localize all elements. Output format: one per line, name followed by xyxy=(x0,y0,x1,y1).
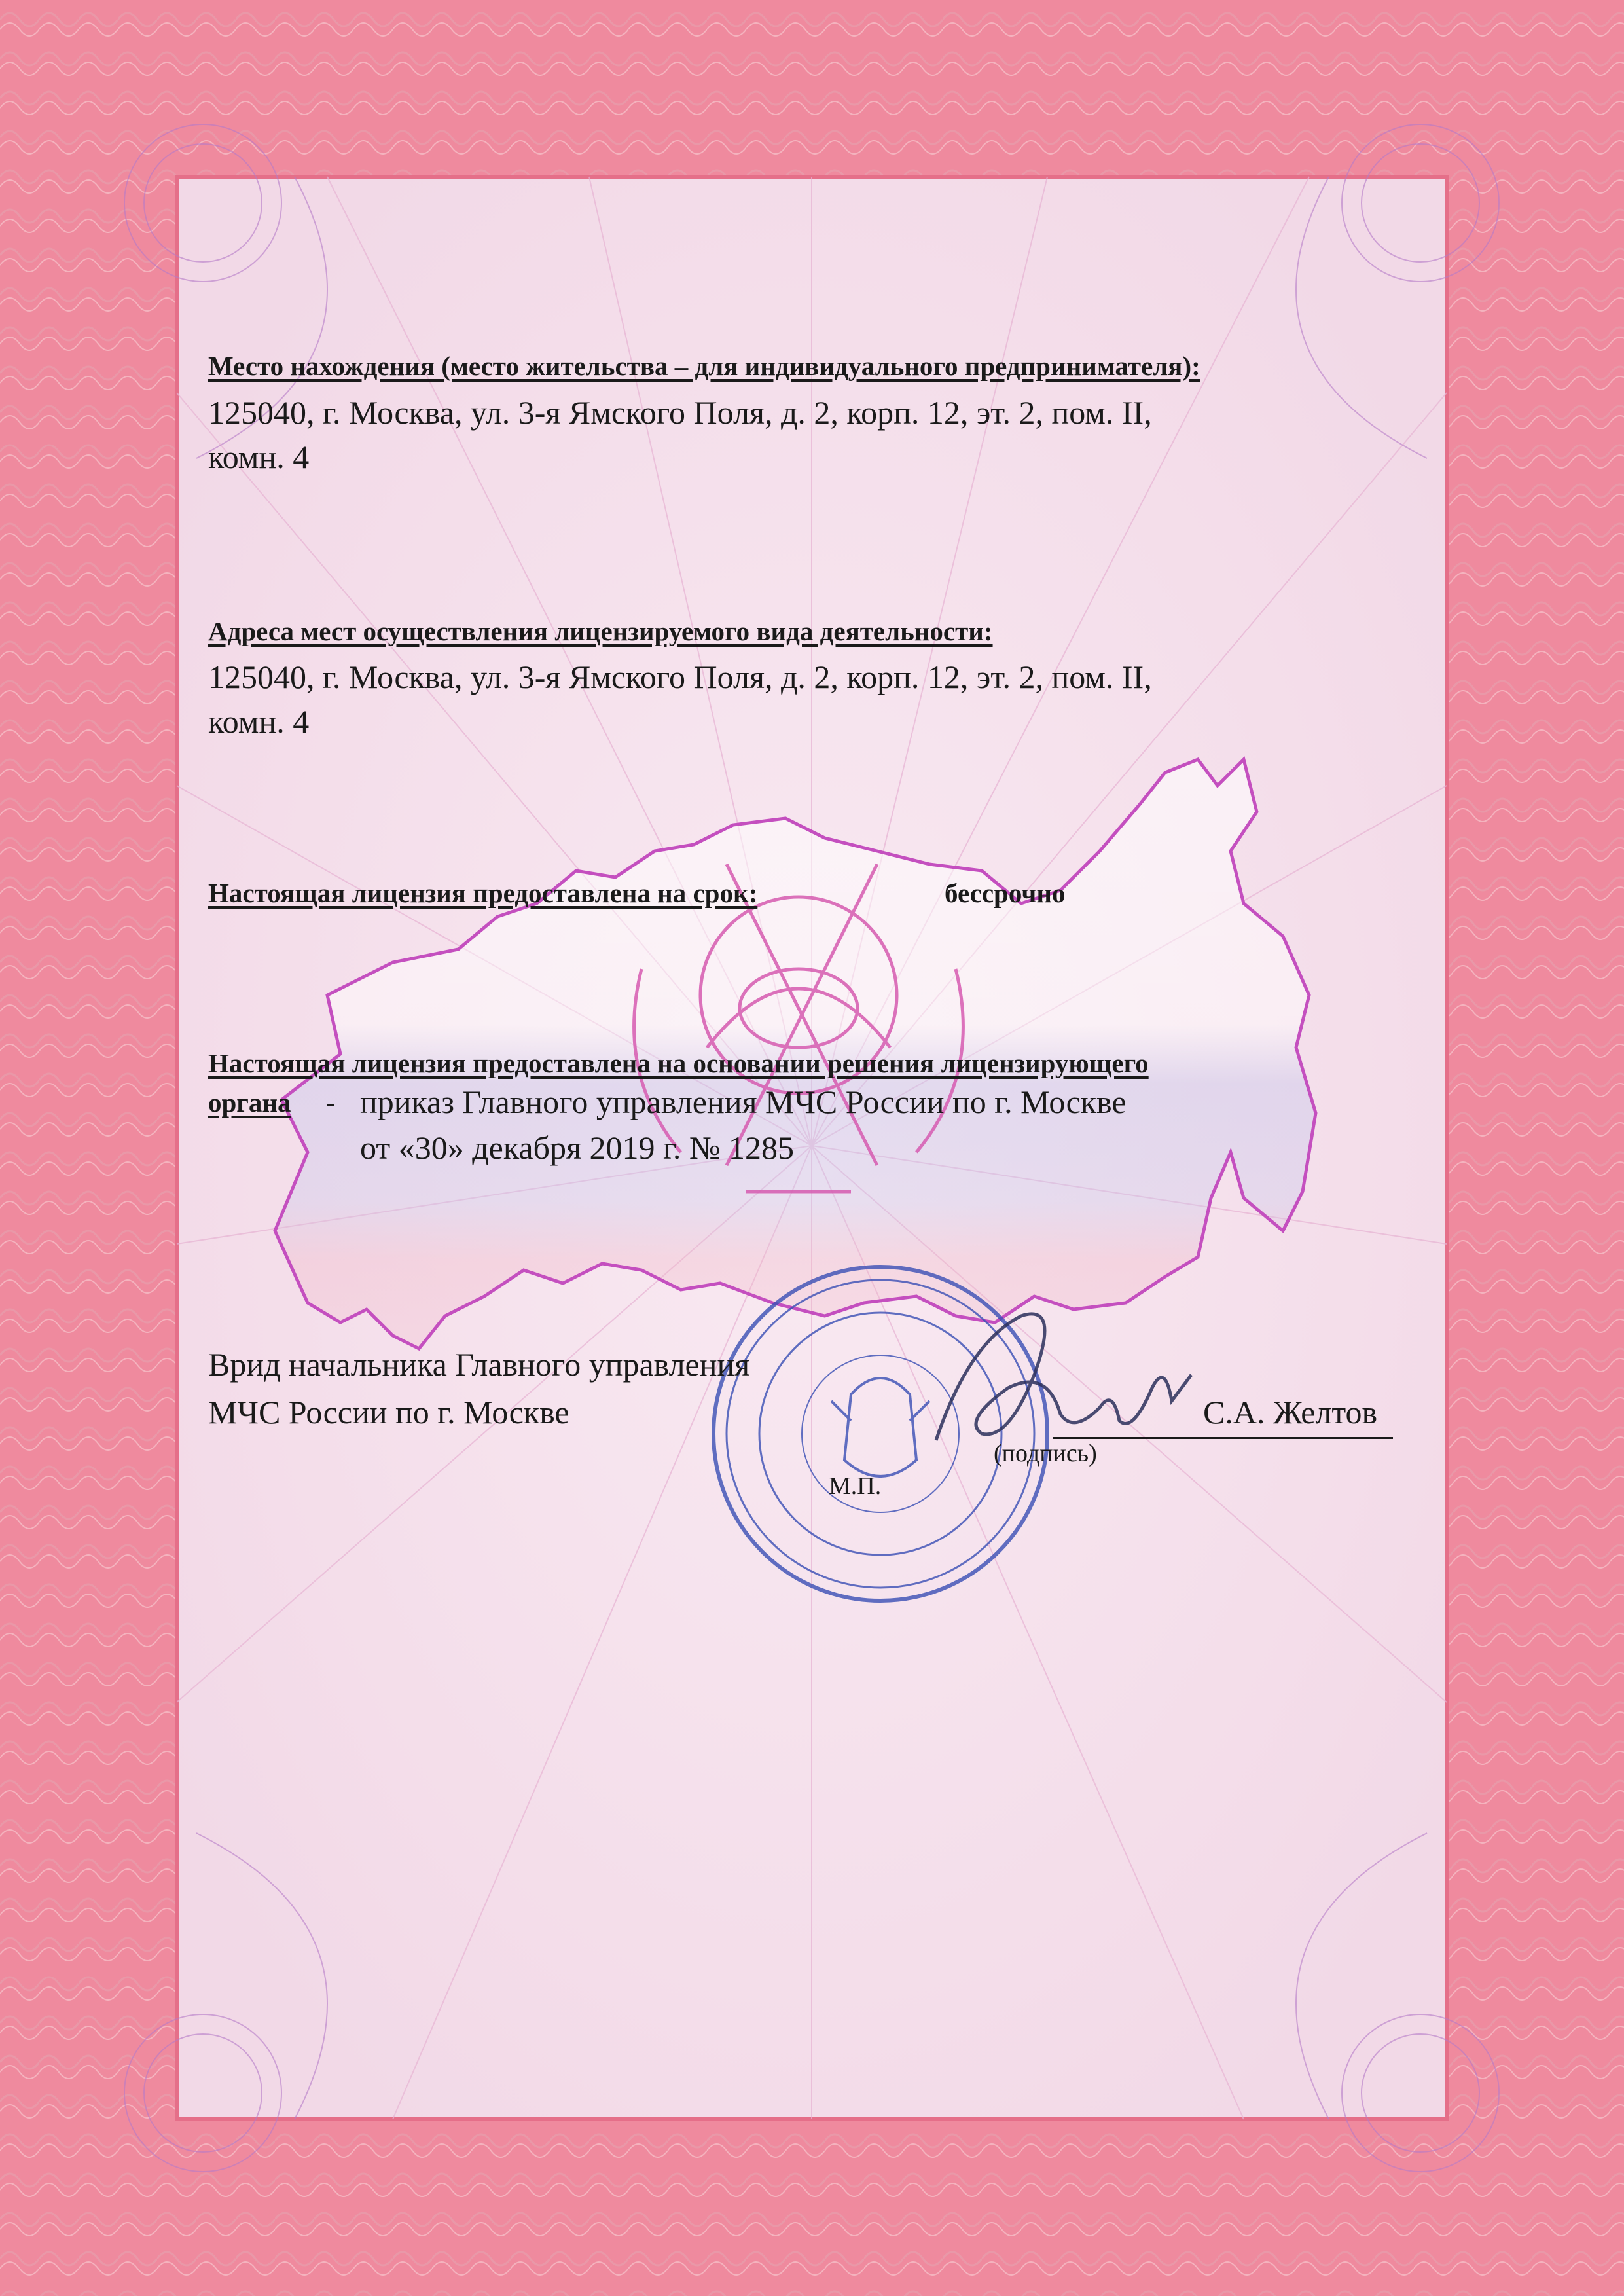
activity-address xyxy=(208,655,1439,744)
location-address xyxy=(208,390,1439,479)
location-heading: Место нахождения (место жительства – для индивидуального предпринимателя): xyxy=(208,351,1200,381)
signature-caption: (подпись) xyxy=(994,1440,1097,1467)
signatory-name: С.А. Желтов xyxy=(1203,1394,1378,1430)
term-value: бессрочно xyxy=(945,878,1066,908)
basis-dash: - xyxy=(326,1087,335,1118)
signatory-title-line-1: Врид начальника Главного управления xyxy=(208,1346,750,1383)
term-heading: Настоящая лицензия предоставлена на срок: xyxy=(208,878,758,908)
activity-line-1: 125040, г. Москва, ул. 3-я Ямского Поля, д. 2, корп. 12, эт. 2, пом. II, xyxy=(208,659,1152,695)
location-line-2: комн. 4 xyxy=(208,439,310,475)
basis-heading-line-1: Настоящая лицензия предоставлена на основании решения лицензирующего xyxy=(208,1048,1149,1078)
basis-order-line-2: от «30» декабря 2019 г. № 1285 xyxy=(360,1129,795,1166)
signature-line xyxy=(1053,1437,1393,1439)
activity-line-2: комн. 4 xyxy=(208,703,310,740)
basis-heading-line-2: органа xyxy=(208,1087,291,1118)
activity-addresses-heading: Адреса мест осуществления лицензируемого вида деятельности: xyxy=(208,616,993,646)
signatory-title-line-2: МЧС России по г. Москве xyxy=(208,1394,569,1430)
basis-order-line-1: приказ Главного управления МЧС России по г. Москве xyxy=(360,1084,1127,1120)
stamp-place-label: М.П. xyxy=(829,1472,882,1500)
location-line-1: 125040, г. Москва, ул. 3-я Ямского Поля, д. 2, корп. 12, эт. 2, пом. II, xyxy=(208,394,1152,431)
license-content xyxy=(208,0,1439,2296)
